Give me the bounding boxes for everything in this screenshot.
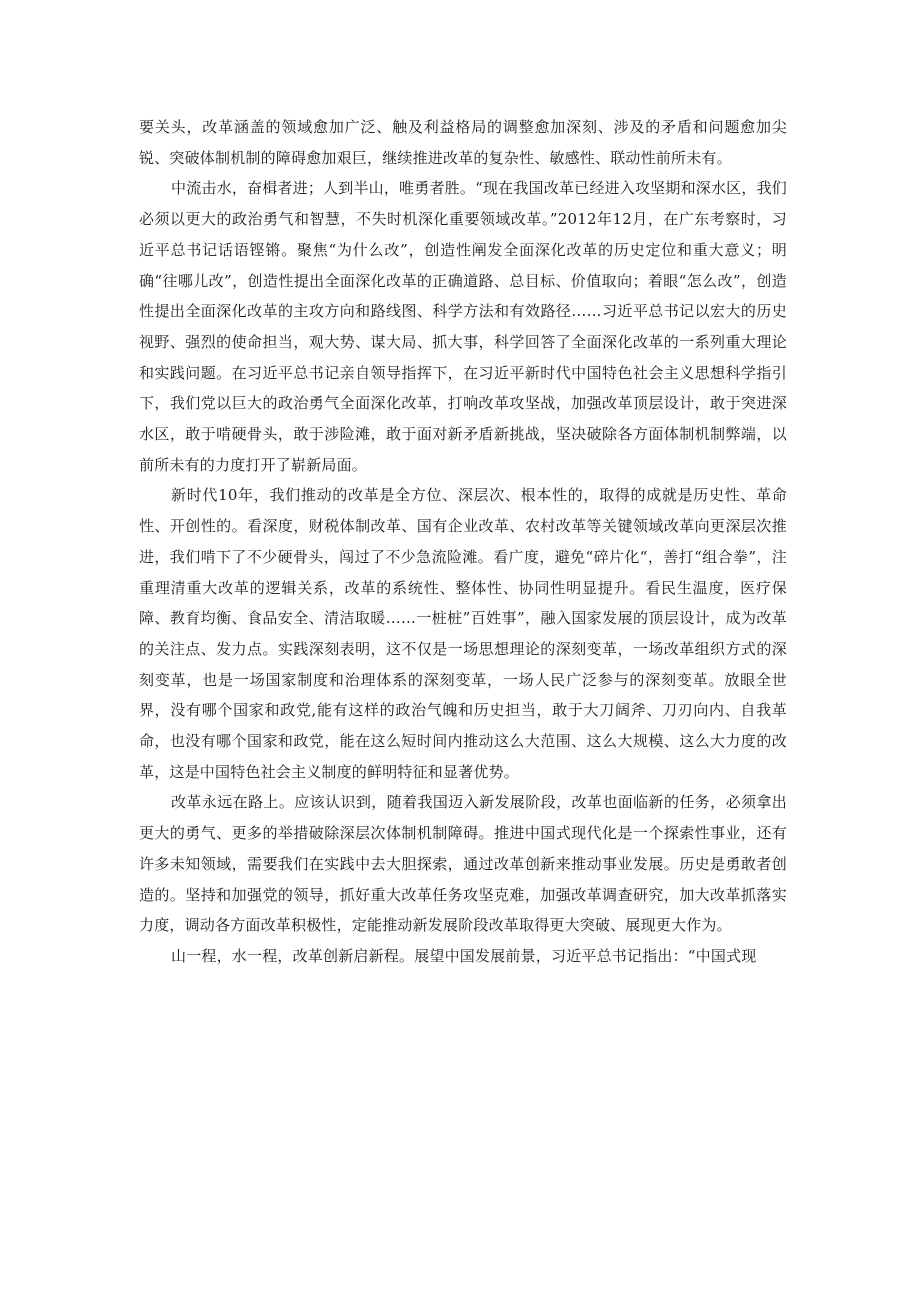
paragraph-continuation: 要关头，改革涵盖的领域愈加广泛、触及利益格局的调整愈加深刻、涉及的矛盾和问题愈加尖锐、突破体制机制的障碍愈加艰巨，继续推进改革的复杂性、敏感性、联动性前所未有。 [139, 118, 787, 167]
paragraph-xinshidai: 新时代10年，我们推动的改革是全方位、深层次、根本性的，取得的成就是历史性、革命性、开创性的。看深度，财税体制改革、国有企业改革、农村改革等关键领域改革向更深层次推进，我们啃下了不少硬骨头，闯过了不少急流险滩。看广度，避免“碎片化“，善打“组合拳”，注重理清重大改革的逻辑关系，改革的系统性、整体性、协同性明显提升。看民生温度，医疗保障、教育均衡、食品安全、清洁取暖……一桩桩”百姓事”，融入国家发展的顶层设计，成为改革的关注点、发力点。实践深刻表明，这不仅是一场思想理论的深刻变革，一场改革组织方式的深刻变革，也是一场国家制度和治理体系的深刻变革，一场人民广泛参与的深刻变革。放眼全世界，没有哪个国家和政党,能有这样的政治气魄和历史担当，敢于大刀阔斧、刀刃向内、自我革命，也没有哪个国家和政党，能在这么短时间内推动这么大范围、这么大规模、这么大力度的改革，这是中国特色社会主义制度的鲜明特征和显著优势。 [139, 486, 787, 781]
paragraph-shanyicheng: 山一程，水一程，改革创新启新程。展望中国发展前景，习近平总书记指出：“中国式现 [171, 946, 757, 965]
paragraph-zhongliu: 中流击水，奋楫者进；人到半山，唯勇者胜。“现在我国改革已经进入攻坚期和深水区，我们必须以更大的政治勇气和智慧，不失时机深化重要领域改革。”2012年12月，在广东考察时，习近平总书记话语铿锵。聚焦“为什么改”，创造性阐发全面深化改革的历史定位和重大意义；明确“往哪儿改”，创造性提出全面深化改革的正确道路、总目标、价值取向；着眼“怎么改”，创造性提出全面深化改革的主攻方向和路线图、科学方法和有效路径……习近平总书记以宏大的历史视野、强烈的使命担当，观大势、谋大局、抓大事，科学回答了全面深化改革的一系列重大理论和实践问题。在习近平总书记亲自领导指挥下，在习近平新时代中国特色社会主义思想科学指引下，我们党以巨大的政治勇气全面深化改革，打响改革攻坚战，加强改革顶层设计，敢于突进深水区，敢于啃硬骨头，敢于涉险滩，敢于面对新矛盾新挑战，坚决破除各方面体制机制弊端，以前所未有的力度打开了崭新局面。 [139, 179, 787, 474]
document-body [139, 112, 787, 972]
paragraph-gaige-yongyuan: 改革永远在路上。应该认识到，随着我国迈入新发展阶段，改革也面临新的任务，必须拿出更大的勇气、更多的举措破除深层次体制机制障碍。推进中国式现代化是一个探索性事业，还有许多未知领域，需要我们在实践中去大胆探索，通过改革创新来推动事业发展。历史是勇敢者创造的。坚持和加强党的领导，抓好重大改革任务攻坚克难，加强改革调查研究，加大改革抓落实力度，调动各方面改革积极性，定能推动新发展阶段改革取得更大突破、展现更大作为。 [139, 793, 787, 935]
